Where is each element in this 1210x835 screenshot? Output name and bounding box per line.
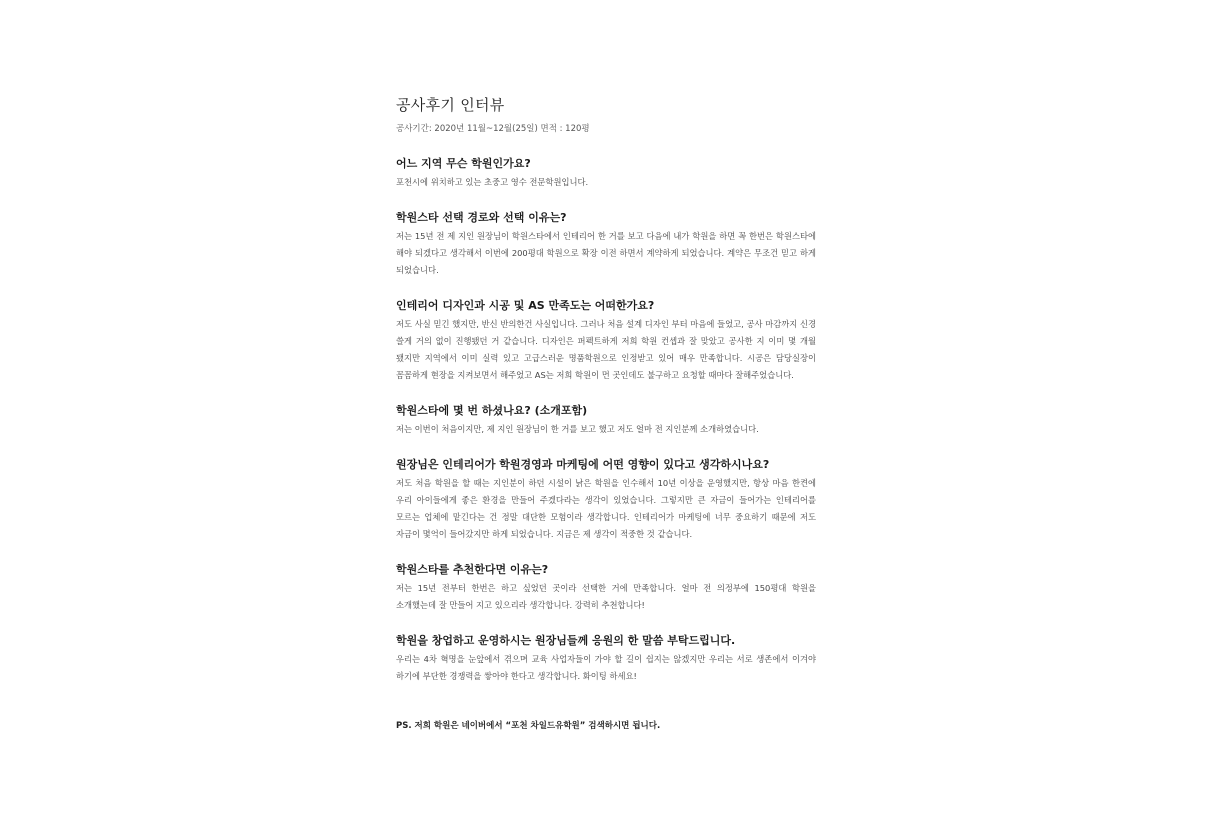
answer: 저는 15년 전부터 한번은 하고 싶었던 곳이라 선택한 거에 만족합니다. 얼마 전 의정부에 150평대 학원을 소개했는데 잘 만들어 지고 있으리라 생각합니다. 강력히 추천합니다! <box>396 583 816 610</box>
article-title: 공사후기 인터뷰 <box>396 96 505 114</box>
answer: 저는 이번이 처음이지만, 제 지인 원장님이 한 거를 보고 했고 저도 얼마 전 지인분께 소개하였습니다. <box>396 424 759 434</box>
interview-article <box>396 95 816 733</box>
question: 원장님은 인테리어가 학원경영과 마케팅에 어떤 영향이 있다고 생각하시나요? <box>396 458 770 471</box>
qa-item <box>396 156 816 191</box>
answer: 저는 15년 전 제 지인 원장님이 학원스타에서 인테리어 한 거를 보고 다음에 내가 학원을 하면 꼭 한번은 학원스타에 해야 되겠다고 생각해서 이번에 200평대 학원으로 확장 이전 하면서 계약하게 되었습니다. 계약은 무조건 믿고 하게 되었습니다. <box>396 231 816 275</box>
answer: 우리는 4차 혁명을 눈앞에서 겪으며 교육 사업자들이 가야 할 길이 쉽지는 않겠지만 우리는 서로 생존에서 이겨야 하기에 부단한 경쟁력을 쌓아야 한다고 생각합니다. 화이팅 하세요! <box>396 654 816 681</box>
question: 인테리어 디자인과 시공 및 AS 만족도는 어떠한가요? <box>396 299 655 312</box>
qa-item <box>396 633 816 685</box>
qa-item <box>396 403 816 438</box>
construction-meta: 공사기간: 2020년 11월~12월(25일) 면적 : 120평 <box>396 124 590 134</box>
question: 학원을 창업하고 운영하시는 원장님들께 응원의 한 말씀 부탁드립니다. <box>396 634 736 647</box>
qa-item <box>396 562 816 614</box>
answer: 저도 처음 학원을 할 때는 지인분이 하던 시설이 낡은 학원을 인수해서 10년 이상을 운영했지만, 항상 마음 한켠에 우리 아이들에게 좋은 환경을 만들어 주겠다라는 생각이 있었습니다. 그렇지만 큰 자금이 들어가는 인테리어를 모르는 업체에 맡긴다는 건 정말 대단한 모험이라 생각합니다. 인테리어가 마케팅에 너무 중요하기 때문에 저도 자금이 몇억이 들어갔지만 하게 되었습니다. 지금은 제 생각이 적중한 것 같습니다. <box>396 478 816 539</box>
question: 학원스타 선택 경로와 선택 이유는? <box>396 211 567 224</box>
question: 어느 지역 무슨 학원인가요? <box>396 157 531 170</box>
question: 학원스타에 몇 번 하셨나요? (소개포함) <box>396 404 588 417</box>
answer: 저도 사실 믿긴 했지만, 반신 반의한건 사실입니다. 그러나 처음 설계 디자인 부터 마음에 들었고, 공사 마감까지 신경 쓸게 거의 없이 진행됐던 거 같습니다. 디자인은 퍼펙트하게 저희 학원 컨셉과 잘 맞았고 공사한 지 이미 몇 개월 됐지만 지역에서 이미 실력 있고 고급스러운 명품학원으로 인정받고 있어 매우 만족합니다. 시공은 담당실장이 꼼꼼하게 현장을 지켜보면서 해주었고 AS는 저희 학원이 먼 곳인데도 불구하고 요청할 때마다 잘해주었습니다. <box>396 319 816 380</box>
qa-item <box>396 457 816 543</box>
qa-item <box>396 298 816 384</box>
answer: 포천시에 위치하고 있는 초중고 영수 전문학원입니다. <box>396 177 589 187</box>
qa-item <box>396 210 816 279</box>
postscript: PS. 저희 학원은 네이버에서 “포천 차일드유학원” 검색하시면 됩니다. <box>396 721 661 731</box>
question: 학원스타를 추천한다면 이유는? <box>396 563 549 576</box>
